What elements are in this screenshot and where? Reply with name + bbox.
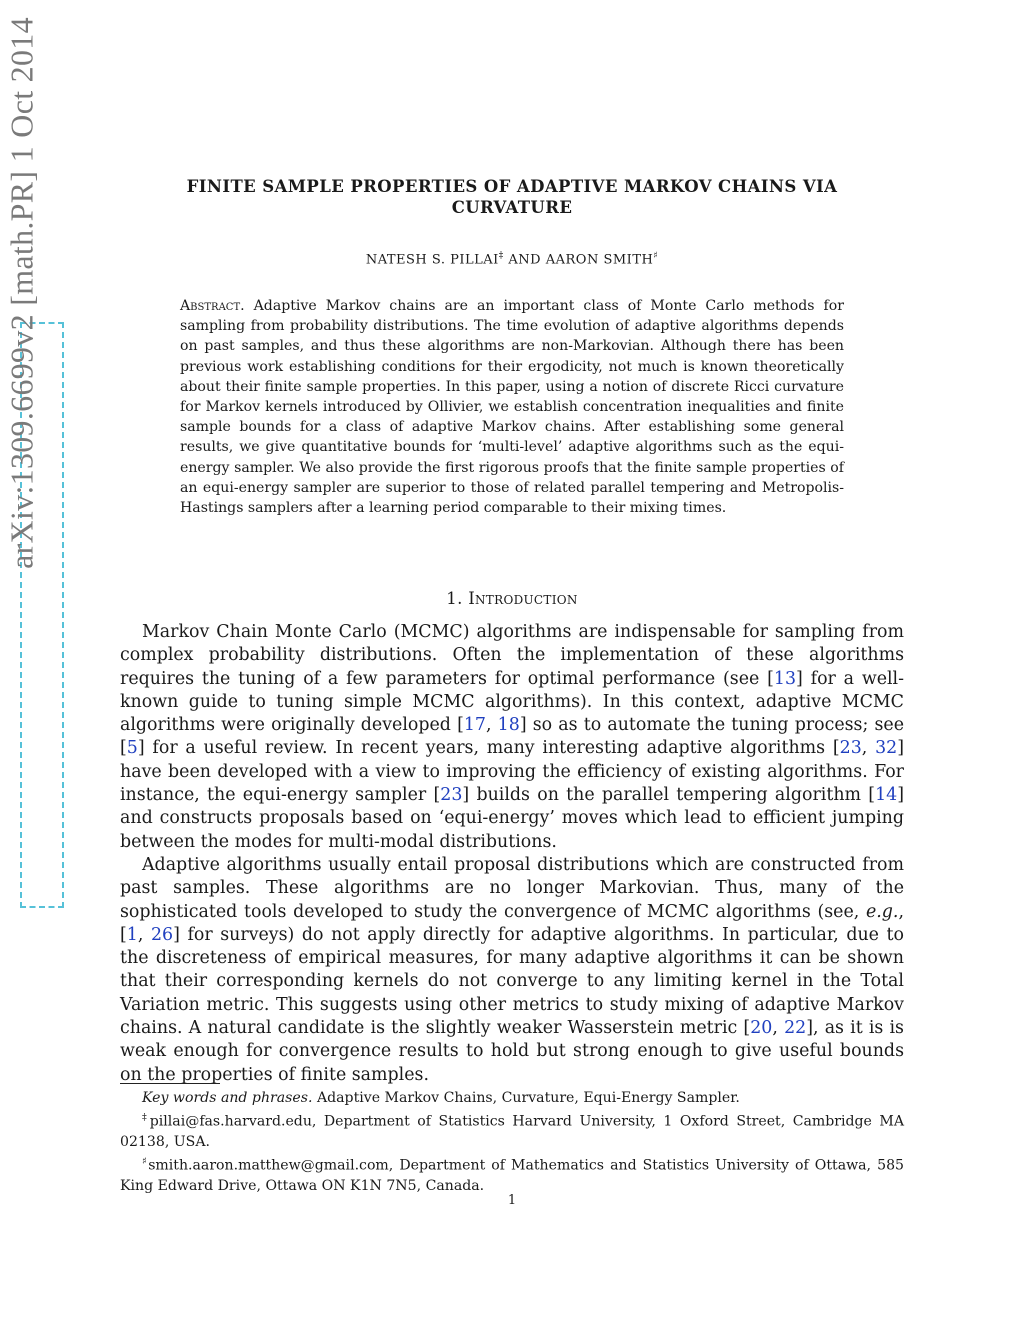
- text-run: for a well-known guide to tuning simple MCMC algorithms). In this context, adaptive MCMC algorithms were originally developed: [120, 668, 904, 736]
- footnote-keywords: [120, 1088, 904, 1108]
- citation-link[interactable]: 17: [463, 715, 486, 736]
- footnote-mark: ‡: [142, 1112, 150, 1124]
- author-connector: AND: [503, 252, 546, 268]
- author-1-mark: ‡: [498, 251, 504, 261]
- title-line-2: CURVATURE: [451, 198, 573, 217]
- text-run: , as it is is weak enough for convergence results to hold but strong enough to give useful bounds on the properties of finite samples.: [120, 1018, 904, 1085]
- citation-link[interactable]: 26: [150, 924, 174, 945]
- paragraph-1: Markov Chain Monte Carlo (MCMC) algorithms are indispensable for sampling from complex probability distributions. Often the implementation of these algorithms requires the tuning of a few parameters for optimal performance (see [13] for a well-known guide to tuning simple MCMC algorithms). In this context, adaptive MCMC algorithms were originally developed [17, 18] so as to automate the tuning process; see [5] for a useful review. In recent years, many interesting adaptive algorithms [23, 32] have been developed with a view to improving the efficiency of existing algorithms. For instance, the equi-energy sampler [23] builds on the parallel tempering algorithm [14] and constructs proposals based on ‘equi-energy’ moves which lead to efficient jumping between the modes for multi-modal distributions.: [120, 622, 904, 852]
- introduction-body: [120, 621, 904, 1087]
- footnote-mark: ♯: [142, 1156, 149, 1168]
- footnote-divider: [120, 1083, 220, 1084]
- author-2: AARON SMITH: [545, 252, 654, 268]
- citation-link[interactable]: 23: [839, 738, 862, 759]
- author-2-mark: ♯: [653, 251, 659, 261]
- citation-link[interactable]: 5: [126, 738, 138, 759]
- text-run: Adaptive algorithms usually entail proposal distributions which are constructed from past samples. These algorithms are no longer Markovian. Thus, many of the sophisticated tools developed to study the convergence of MCMC algorithms (see,: [120, 854, 904, 922]
- section-title: Introduction: [468, 589, 578, 608]
- citation-link[interactable]: 18: [497, 715, 520, 736]
- section-number: 1.: [446, 589, 463, 608]
- footnote-author-1: [120, 1108, 904, 1152]
- abstract-label: Abstract.: [180, 298, 245, 314]
- text-run: builds on the parallel tempering algorithm: [469, 785, 869, 806]
- text-run: Markov Chain Monte Carlo (MCMC) algorithms are indispensable for sampling from complex probability distributions. Often the implementation of these algorithms requires the tuning of a few parameters for optimal performance (see: [120, 622, 904, 689]
- text-run: so as to automate the tuning process; see: [526, 715, 904, 736]
- text-run: ,: [898, 901, 904, 922]
- abstract: [180, 296, 844, 518]
- footnotes: [120, 1088, 904, 1196]
- author-1: NATESH S. PILLAI: [365, 252, 499, 268]
- citation-link[interactable]: 20: [750, 1018, 773, 1039]
- footnote-author-2: [120, 1152, 904, 1196]
- citation-link[interactable]: 22: [784, 1018, 807, 1039]
- footnote-text: pillai@fas.harvard.edu, Department of Statistics Harvard University, 1 Oxford Street, Cambridge MA 02138, USA.: [120, 1113, 905, 1151]
- text-run: and constructs proposals based on ‘equi-energy’ moves which lead to efficient jumping between the modes for multi-modal distributions.: [120, 808, 904, 852]
- citation-link[interactable]: 32: [875, 738, 898, 759]
- arxiv-identifier[interactable]: arXiv:1309.6699v2 [math.PR] 1 Oct 2014: [3, 17, 40, 569]
- text-run: for surveys) do not apply directly for adaptive algorithms. In particular, due to the discreteness of empirical measures, for many adaptive algorithms it can be shown that their corresponding kernels do not converge to any limiting kernel in the Total Variation metric. This suggests using other metrics to study mixing of adaptive Markov chains. A natural candidate is the slightly weaker Wasserstein metric: [120, 924, 904, 1039]
- keywords: Adaptive Markov Chains, Curvature, Equi-Energy Sampler.: [316, 1090, 740, 1106]
- title-line-1: FINITE SAMPLE PROPERTIES OF ADAPTIVE MARKOV CHAINS VIA: [186, 177, 838, 196]
- text-run: for a useful review. In recent years, many interesting adaptive algorithms: [144, 738, 833, 759]
- abstract-text: Adaptive Markov chains are an important class of Monte Carlo methods for sampling from probability distributions. The time evolution of adaptive algorithms depends on past samples, and thus these algorithms are non-Markovian. Although there has been previous work establishing conditions for their ergodicity, not much is known theoretically about their finite sample properties. In this paper, using a notion of discrete Ricci curvature for Markov kernels introduced by Ollivier, we establish concentration inequalities and finite sample bounds for a class of adaptive Markov chains. After establishing some general results, we give quantitative bounds for ‘multi-level’ adaptive algorithms such as the equi-energy sampler. We also provide the first rigorous proofs that the finite sample properties of an equi-energy sampler are superior to those of related parallel tempering and Metropolis-Hastings samplers after a learning period comparable to their mixing times.: [180, 298, 844, 517]
- paragraph-2: Adaptive algorithms usually entail proposal distributions which are constructed from past samples. These algorithms are no longer Markovian. Thus, many of the sophisticated tools developed to study the convergence of MCMC algorithms (see, e.g., [1, 26] for surveys) do not apply directly for adaptive algorithms. In particular, due to the discreteness of empirical measures, for many adaptive algorithms it can be shown that their corresponding kernels do not converge to any limiting kernel in the Total Variation metric. This suggests using other metrics to study mixing of adaptive Markov chains. A natural candidate is the slightly weaker Wasserstein metric [20, 22], as it is is weak enough for convergence results to hold but strong enough to give useful bounds on the properties of finite samples.: [120, 854, 904, 1085]
- page-number: 1: [507, 1193, 517, 1208]
- text-run: have been developed with a view to improving the efficiency of existing algorithms. For instance, the equi-energy sampler: [120, 761, 904, 806]
- paper-title: [100, 176, 924, 218]
- citation-link[interactable]: 13: [773, 668, 797, 689]
- citation-link[interactable]: 23: [440, 785, 463, 806]
- footnote-text: smith.aaron.matthew@gmail.com, Department of Mathematics and Statistics University of Ottawa, 585 King Edward Drive, Ottawa ON K1N 7N5, Canada.: [120, 1157, 904, 1195]
- keywords-label: Key words and phrases.: [142, 1090, 313, 1106]
- citation-link[interactable]: 1: [126, 924, 138, 945]
- text-run-italic: e.g.: [865, 901, 899, 922]
- citation-link[interactable]: 14: [875, 785, 898, 806]
- author-list: [100, 251, 924, 267]
- section-heading: [100, 589, 924, 608]
